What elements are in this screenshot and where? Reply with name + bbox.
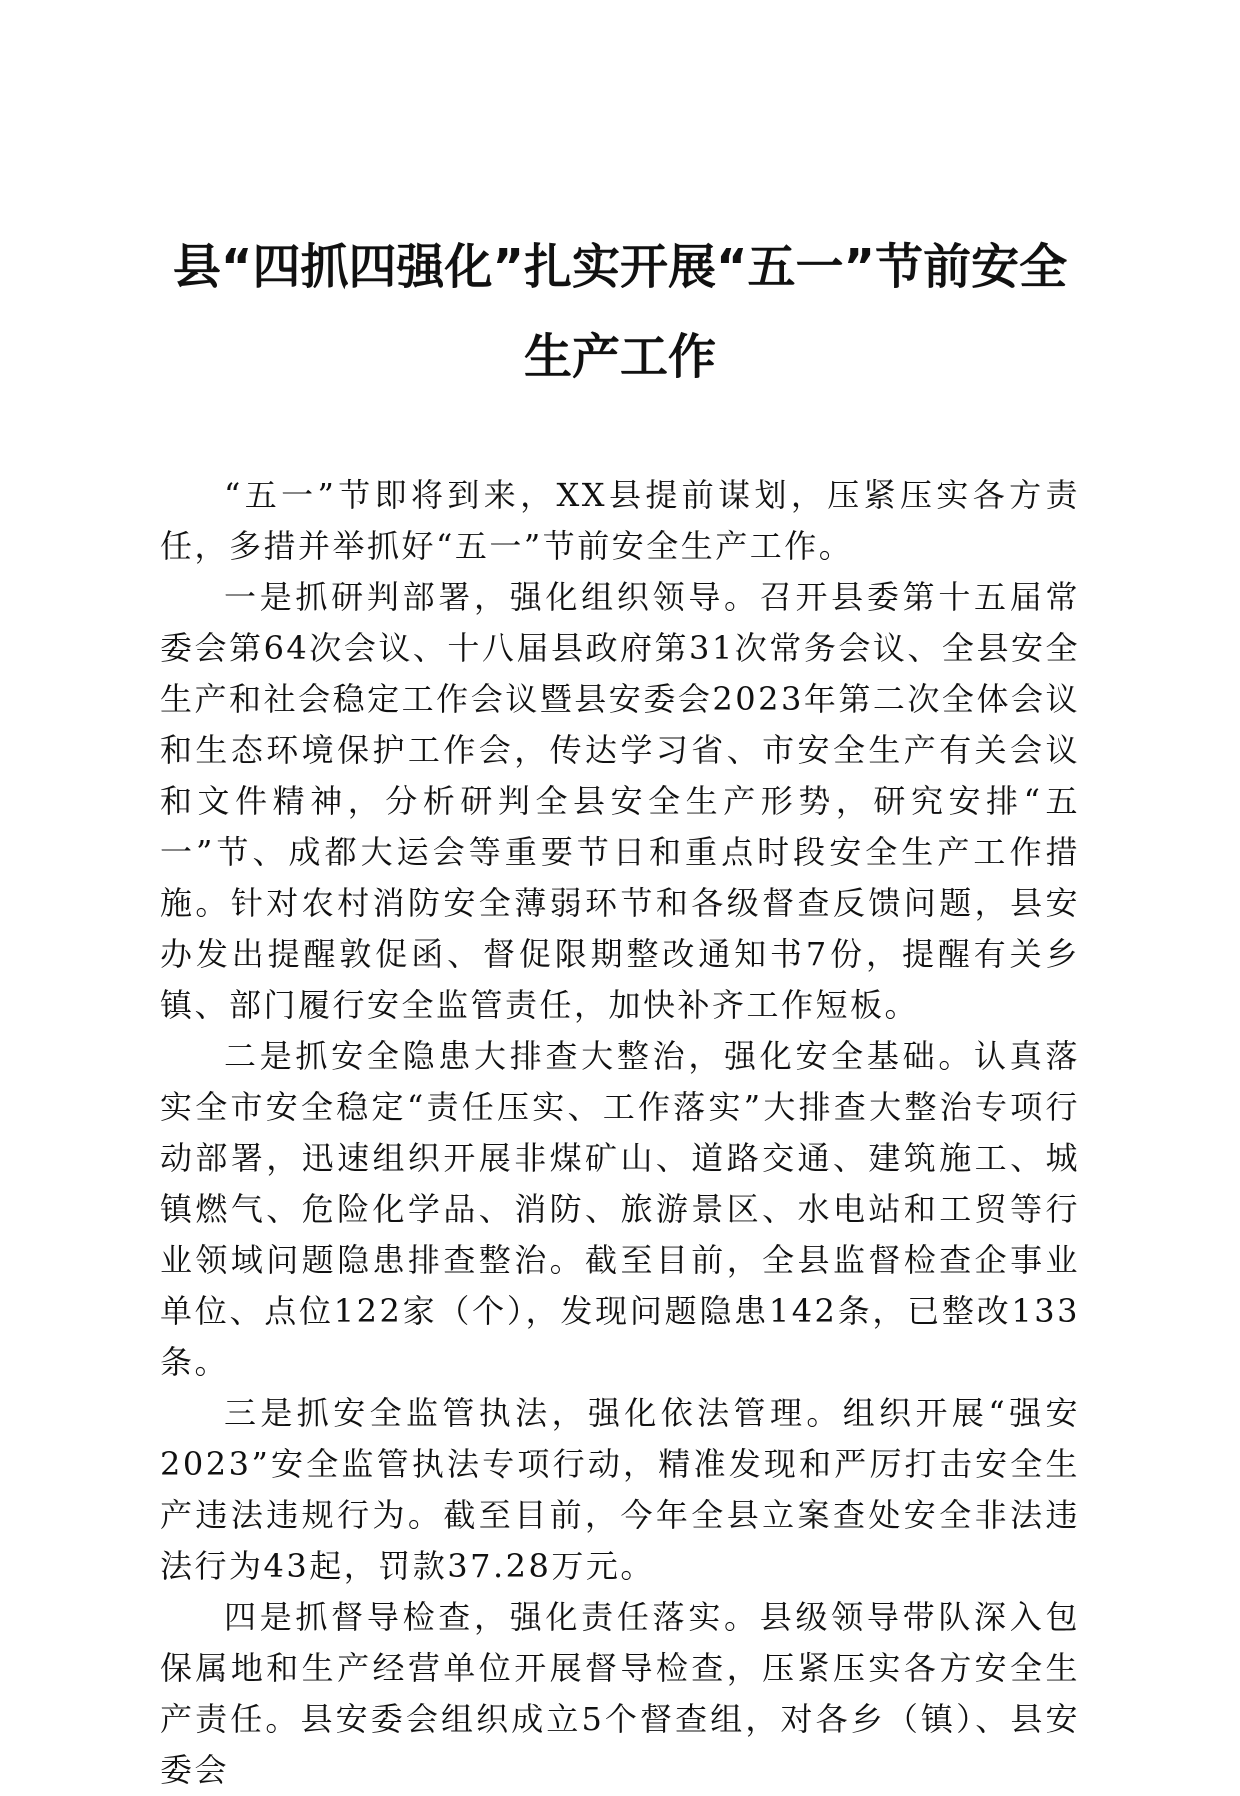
paragraph-law-enforcement: 三是抓安全监管执法，强化依法管理。组织开展“强安2023”安全监管执法专项行动，精准发现和严厉打击安全生产违法违规行为。截至目前，今年全县立案查处安全非法违法行为43起，罚款37.28万元。 — [160, 1394, 1080, 1585]
document-body — [160, 470, 1080, 1796]
intro-paragraph: “五一”节即将到来，XX县提前谋划，压紧压实各方责任，多措并举抓好“五一”节前安全生产工作。 — [160, 476, 1080, 565]
title-line-2: 生产工作 — [523, 329, 716, 385]
paragraph-supervision: 四是抓督导检查，强化责任落实。县级领导带队深入包保属地和生产经营单位开展督导检查，压紧压实各方安全生产责任。县安委会组织成立5个督查组，对各乡（镇）、县安委会 — [160, 1598, 1080, 1789]
document-title — [140, 222, 1100, 402]
paragraph-hazard-inspection: 二是抓安全隐患大排查大整治，强化安全基础。认真落实全市安全稳定“责任压实、工作落实”大排查大整治专项行动部署，迅速组织开展非煤矿山、道路交通、建筑施工、城镇燃气、危险化学品、消防、旅游景区、水电站和工贸等行业领域问题隐患排查整治。截至目前，全县监督检查企事业单位、点位122家（个），发现问题隐患142条，已整改133条。 — [160, 1037, 1080, 1381]
title-line-1: 县“四抓四强化”扎实开展“五一”节前安全 — [172, 239, 1068, 295]
paragraph-research-deployment: 一是抓研判部署，强化组织领导。召开县委第十五届常委会第64次会议、十八届县政府第31次常务会议、全县安全生产和社会稳定工作会议暨县安委会2023年第二次全体会议和生态环境保护工作会，传达学习省、市安全生产有关会议和文件精神，分析研判全县安全生产形势，研究安排“五一”节、成都大运会等重要节日和重点时段安全生产工作措施。针对农村消防安全薄弱环节和各级督查反馈问题，县安办发出提醒敦促函、督促限期整改通知书7份，提醒有关乡镇、部门履行安全监管责任，加快补齐工作短板。 — [160, 578, 1080, 1024]
